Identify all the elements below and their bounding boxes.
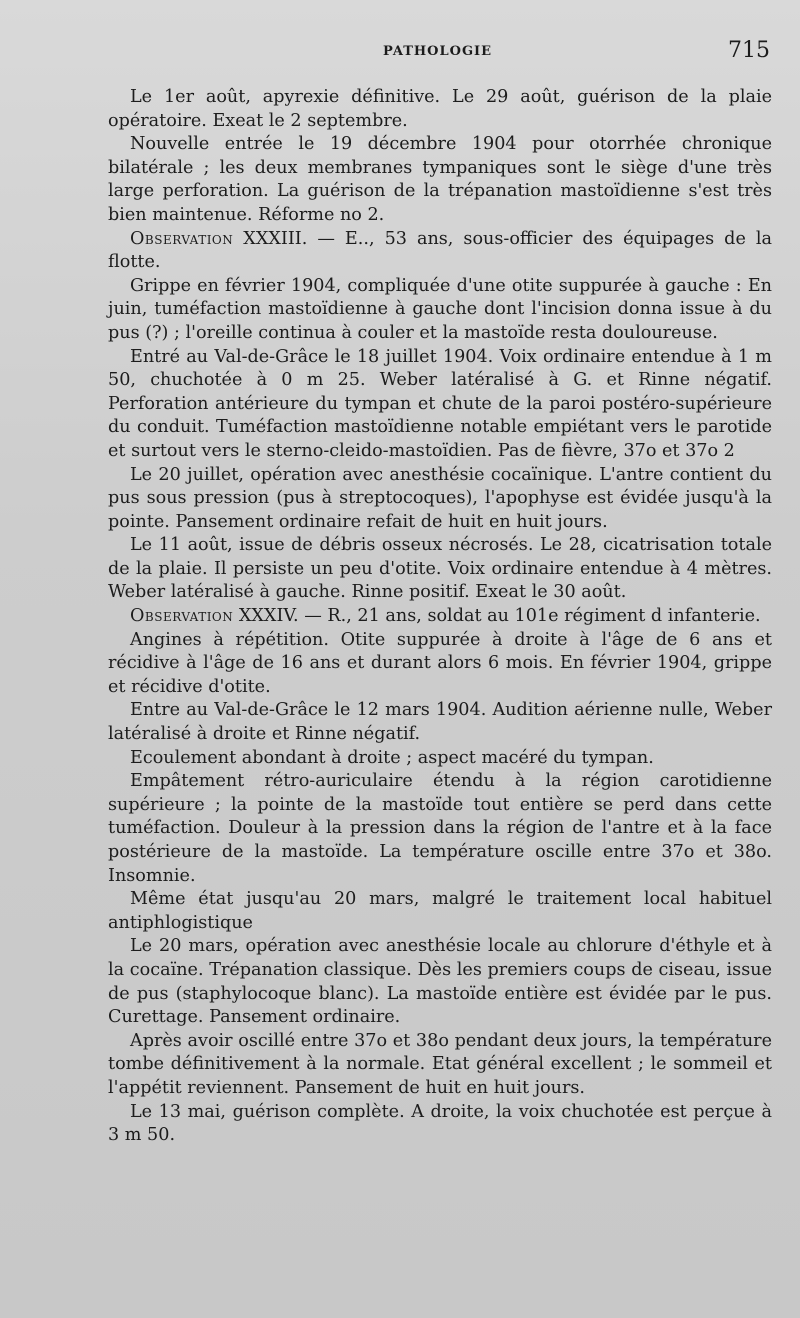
observation-label: Observation <box>130 228 234 249</box>
paragraph-text: Le 13 mai, guérison complète. A droite, la voix chuchotée est perçue à 3 m 50. <box>108 1101 772 1146</box>
paragraph-text: XXXIV. — R., 21 ans, soldat au 101e régiment d infanterie. <box>238 606 761 627</box>
paragraph-text: Après avoir oscillé entre 37o et 38o pendant deux jours, la température tombe définitivement à la normale. Etat général excellent ; le sommeil et l'appétit reviennent. Pansement de huit en huit jours. <box>108 1030 772 1098</box>
paragraph <box>108 86 772 133</box>
paragraph-text: XXXIII. — E.., 53 ans, sous-officier des équipages de la flotte. <box>108 228 772 273</box>
paragraph-text: Le 1er août, apyrexie définitive. Le 29 août, guérison de la plaie opératoire. Exeat le 2 septembre. <box>108 87 772 131</box>
paragraph <box>108 1101 772 1148</box>
paragraph <box>108 534 772 605</box>
page-header <box>0 38 800 68</box>
observation-heading <box>108 228 772 275</box>
running-title: PATHOLOGIE <box>383 44 493 59</box>
paragraph <box>108 629 772 700</box>
paragraph <box>108 1030 772 1101</box>
paragraph-text: Le 11 août, issue de débris osseux nécrosés. Le 28, cicatrisation totale de la plaie. Il persiste un peu d'otite. Voix ordinaire entendue à 4 mètres. Weber latéralisé à gauche. Rinne positif. Exeat le 30 août. <box>108 535 772 603</box>
paragraph <box>108 747 772 771</box>
paragraph <box>108 133 772 227</box>
paragraph-text: Le 20 juillet, opération avec anesthésie cocaïnique. L'antre contient du pus sous pression (pus à streptocoques), l'apophyse est évidée jusqu'à la pointe. Pansement ordinaire refait de huit en huit jours. <box>108 464 772 532</box>
page-number: 715 <box>728 38 770 63</box>
paragraph-text: Angines à répétition. Otite suppurée à droite à l'âge de 6 ans et récidive à l'âge de 16 ans et durant alors 6 mois. En février 1904, grippe et récidive d'otite. <box>108 629 772 697</box>
paragraph-text: Même état jusqu'au 20 mars, malgré le traitement local habituel antiphlogistique <box>108 889 772 933</box>
paragraph <box>108 346 772 464</box>
paragraph <box>108 888 772 935</box>
body-text <box>108 86 772 1148</box>
observation-heading <box>108 605 772 629</box>
paragraph <box>108 275 772 346</box>
paragraph <box>108 699 772 746</box>
paragraph-text: Entré au Val-de-Grâce le 18 juillet 1904. Voix ordinaire entendue à 1 m 50, chuchotée à 0 m 25. Weber latéralisé à G. et Rinne négatif. Perforation antérieure du tympan et chute de la paroi postéro-supérieure du conduit. Tuméfaction mastoïdienne notable empiétant vers le parotide et surtout vers le sterno-cleido-mastoïdien. Pas de fièvre, 37o et 37o 2 <box>108 346 772 461</box>
paragraph-text: Empâtement rétro-auriculaire étendu à la région carotidienne supérieure ; la pointe de la mastoïde tout entière se perd dans cette tuméfaction. Douleur à la pression dans la région de l'antre et à la face postérieure de la mastoïde. La température oscille entre 37o et 38o. Insomnie. <box>108 771 772 886</box>
paragraph-text: Grippe en février 1904, compliquée d'une otite suppurée à gauche : En juin, tuméfaction mastoïdienne à gauche dont l'incision donna issue à du pus (?) ; l'oreille continua à couler et la mastoïde resta douloureuse. <box>108 275 772 343</box>
paragraph <box>108 770 772 888</box>
paragraph-text: Nouvelle entrée le 19 décembre 1904 pour otorrhée chronique bilatérale ; les deux membranes tympaniques sont le siège d'une très large perforation. La guérison de la trépanation mastoïdienne s'est très bien maintenue. Réforme no 2. <box>108 134 772 225</box>
paragraph-text: Le 20 mars, opération avec anesthésie locale au chlorure d'éthyle et à la cocaïne. Trépanation classique. Dès les premiers coups de ciseau, issue de pus (staphylocoque blanc). La mastoïde entière est évidée par le pus. Curettage. Pansement ordinaire. <box>108 936 772 1028</box>
paragraph-text: Ecoulement abondant à droite ; aspect macéré du tympan. <box>130 747 654 768</box>
observation-label: Observation <box>130 606 234 627</box>
paragraph-text: Entre au Val-de-Grâce le 12 mars 1904. Audition aérienne nulle, Weber latéralisé à droite et Rinne négatif. <box>108 700 772 745</box>
paragraph <box>108 935 772 1029</box>
paragraph <box>108 464 772 535</box>
